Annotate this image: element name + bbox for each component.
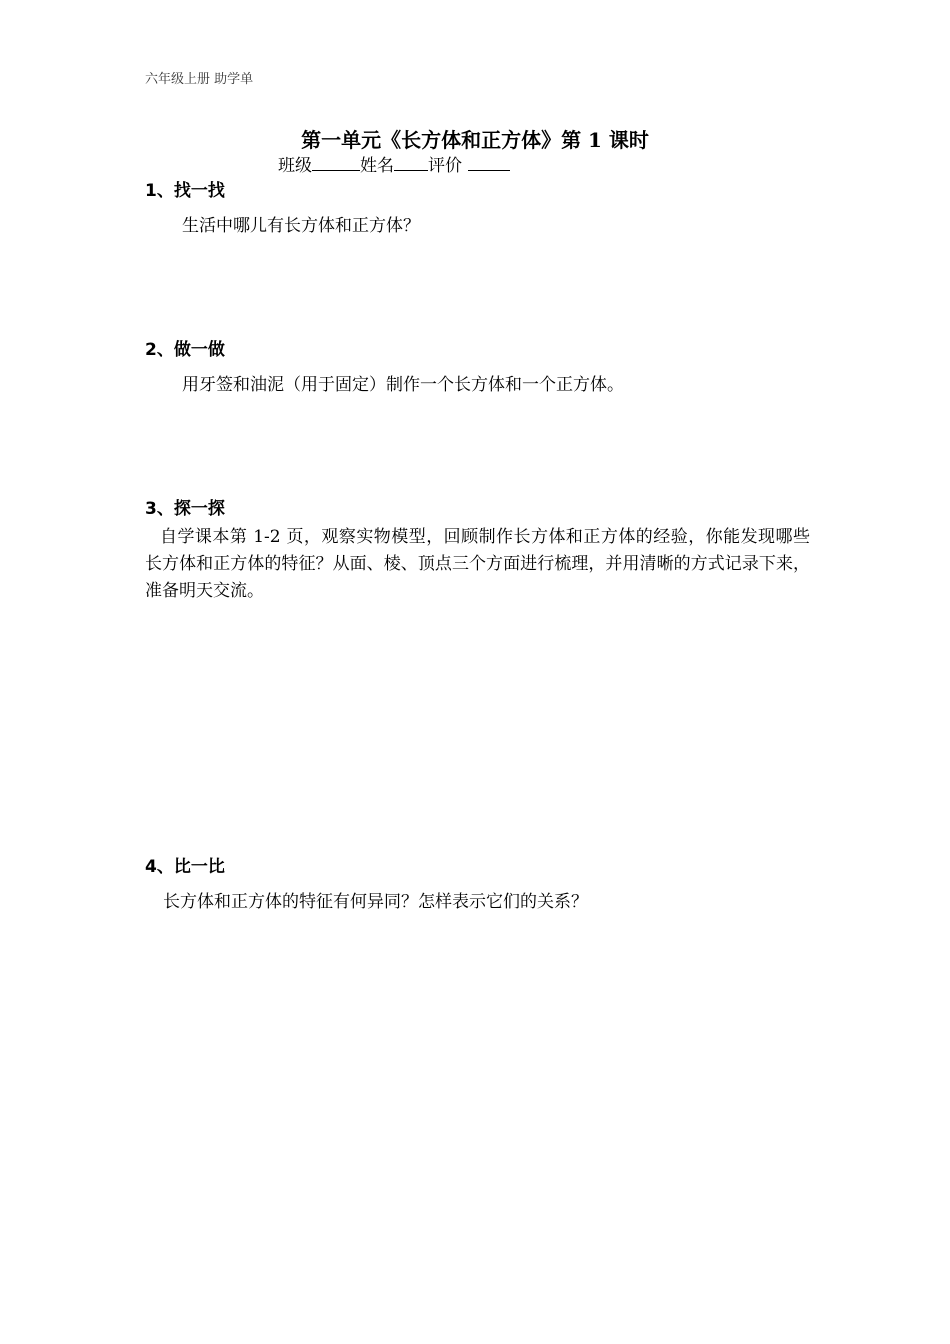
section-2-body: 用牙签和油泥（用于固定）制作一个长方体和一个正方体。 [182,375,624,395]
class-blank[interactable] [312,153,360,171]
section-1-heading: 1、找一找 [145,181,225,201]
section-3-heading: 3、探一探 [145,499,225,519]
class-label: 班级 [278,156,312,176]
page-title: 第一单元《长方体和正方体》第 1 课时 [301,128,649,152]
name-blank[interactable] [394,153,428,171]
student-info-line [278,151,510,176]
evaluation-label: 评价 [428,156,462,176]
section-3-body: 自学课本第 1-2 页，观察实物模型，回顾制作长方体和正方体的经验，你能发现哪些长方体和正方体的特征？从面、棱、顶点三个方面进行梳理，并用清晰的方式记录下来，准备明天交流。 [145,527,810,601]
section-4-heading: 4、比一比 [145,857,225,877]
header-note: 六年级上册 助学单 [145,72,254,87]
evaluation-blank[interactable] [468,153,510,171]
section-1-body: 生活中哪儿有长方体和正方体？ [182,216,420,236]
section-4-body: 长方体和正方体的特征有何异同？怎样表示它们的关系？ [163,892,588,912]
name-label: 姓名 [360,156,394,176]
section-2-heading: 2、做一做 [145,340,225,360]
